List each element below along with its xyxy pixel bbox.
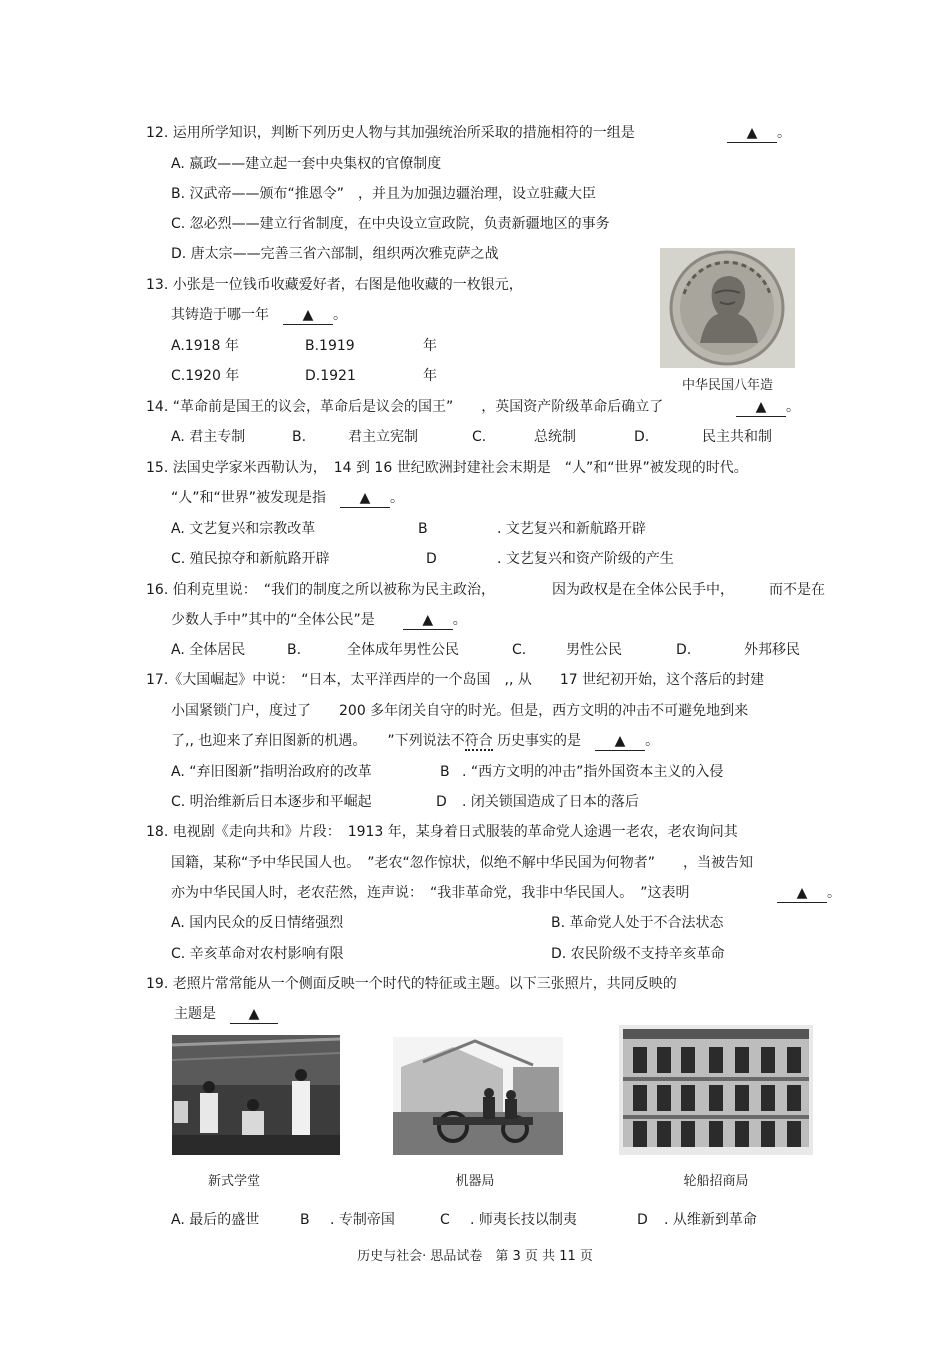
q15-option-d: . 文艺复兴和资产阶级的产生 bbox=[497, 551, 674, 567]
page-footer: 历史与社会· 思品试卷 第 3 页 共 11 页 bbox=[357, 1249, 593, 1264]
q14-option-a: A. 君主专制 bbox=[171, 429, 246, 445]
q19-stem-line1: 19. 老照片常常能从一个侧面反映一个时代的特征或主题。以下三张照片，共同反映的 bbox=[146, 976, 677, 992]
q19-option-d: . 从维新到革命 bbox=[664, 1212, 757, 1228]
photo-steamship-company bbox=[619, 1025, 813, 1155]
q17-option-d-letter: D bbox=[436, 794, 447, 810]
q16-option-b: 全体成年男性公民 bbox=[347, 642, 459, 658]
q17-option-d: . 闭关锁国造成了日本的落后 bbox=[462, 794, 639, 810]
q18-option-c: C. 辛亥革命对农村影响有限 bbox=[171, 946, 344, 962]
q12-answer-blank[interactable]: ▲ 。 bbox=[727, 124, 791, 143]
q13-option-b-unit: 年 bbox=[423, 338, 437, 354]
q16-option-a: A. 全体居民 bbox=[171, 642, 246, 658]
coin-caption: 中华民国八年造 bbox=[681, 378, 773, 393]
emphasis-fuhe: 符合 bbox=[464, 733, 493, 749]
q12-stem: 12. 运用所学知识，判断下列历史人物与其加强统治所采取的措施相符的一组是 bbox=[146, 125, 635, 141]
q19-option-a: A. 最后的盛世 bbox=[171, 1212, 260, 1228]
q14-option-c-letter: C. bbox=[472, 429, 487, 445]
q14-option-d: 民主共和制 bbox=[702, 429, 772, 445]
q17-answer-blank[interactable]: ▲ bbox=[595, 732, 645, 751]
q19-option-b-letter: B bbox=[300, 1212, 310, 1228]
q14-answer-blank[interactable]: ▲ 。 bbox=[736, 398, 800, 417]
q17-stem-line2: 小国紧锁门户，度过了 200 多年闭关自守的时光。但是，西方文明的冲击不可避免地到来 bbox=[171, 703, 749, 719]
q18-option-a: A. 国内民众的反日情绪强烈 bbox=[171, 915, 344, 931]
q19-option-d-letter: D bbox=[637, 1212, 648, 1228]
q19-stem-line2: 主题是 ▲ bbox=[174, 1005, 278, 1024]
q13-option-c: C.1920 年 bbox=[171, 368, 240, 384]
q14-stem: 14. “革命前是国王的议会，革命后是议会的国王” ，英国资产阶级革命后确立了 bbox=[146, 399, 664, 415]
q16-option-d: 外邦移民 bbox=[744, 642, 800, 658]
q19-answer-blank[interactable]: ▲ bbox=[230, 1005, 278, 1024]
q13-stem-line2: 其铸造于哪一年 ▲ 。 bbox=[171, 307, 347, 323]
q17-stem-line3: 了,, 也迎来了弃旧图新的机遇。 ”下列说法不符合 历史事实的是 ▲ 。 bbox=[171, 733, 660, 749]
q16-option-c: 男性公民 bbox=[566, 642, 622, 658]
q13-option-d: D.1921 bbox=[305, 368, 356, 384]
q18-stem-line2: 国籍，某称“予中华民国人也。 ”老农“忽作惊状，似绝不解中华民国为何物者” ，当被告知 bbox=[171, 855, 754, 871]
q14-option-b: 君主立宪制 bbox=[348, 429, 418, 445]
q14-option-b-letter: B. bbox=[292, 429, 307, 445]
q19-option-b: . 专制帝国 bbox=[330, 1212, 395, 1228]
q13-option-b: B.1919 bbox=[305, 338, 355, 354]
q12-option-c: C. 忽必烈——建立行省制度，在中央设立宣政院，负责新疆地区的事务 bbox=[171, 216, 610, 232]
q16-stem-line1a: 16. 伯利克里说： “我们的制度之所以被称为民主政治， bbox=[146, 582, 495, 598]
q13-stem-line1: 13. 小张是一位钱币收藏爱好者，右图是他收藏的一枚银元， bbox=[146, 277, 523, 293]
photo-new-school bbox=[172, 1035, 340, 1155]
q14-option-d-letter: D. bbox=[634, 429, 650, 445]
q13-option-a: A.1918 年 bbox=[171, 338, 239, 354]
q13-option-d-unit: 年 bbox=[423, 368, 437, 384]
q15-stem-line1: 15. 法国史学家米西勒认为， 14 到 16 世纪欧洲封建社会末期是 “人”和“世界”被发现的时代。 bbox=[146, 460, 748, 476]
photo-machinery-bureau-caption: 机器局 bbox=[455, 1174, 495, 1189]
q17-option-c: C. 明治维新后日本逐步和平崛起 bbox=[171, 794, 372, 810]
q16-option-b-letter: B. bbox=[287, 642, 302, 658]
photo-machinery-bureau bbox=[393, 1037, 563, 1155]
q17-stem-line1: 17.《大国崛起》中说： “日本，太平洋西岸的一个岛国 ,, 从 17 世纪初开始，这个落后的封建 bbox=[146, 672, 765, 688]
q13-answer-blank[interactable]: ▲ bbox=[283, 306, 333, 325]
q16-answer-blank[interactable]: ▲ bbox=[403, 611, 453, 630]
q16-option-c-letter: C. bbox=[512, 642, 527, 658]
photo-steamship-company-caption: 轮船招商局 bbox=[683, 1174, 749, 1189]
q15-stem-line2: “人”和“世界”被发现是指 ▲ 。 bbox=[171, 490, 405, 506]
q18-answer-blank[interactable]: ▲ 。 bbox=[777, 884, 841, 903]
q18-option-d: D. 农民阶级不支持辛亥革命 bbox=[551, 946, 725, 962]
q15-option-c: C. 殖民掠夺和新航路开辟 bbox=[171, 551, 330, 567]
q19-option-c: . 师夷长技以制夷 bbox=[470, 1212, 577, 1228]
q15-option-d-letter: D bbox=[426, 551, 437, 567]
q18-stem-line1: 18. 电视剧《走向共和》片段： 1913 年，某身着日式服装的革命党人途遇一老农，老农询问其 bbox=[146, 824, 738, 840]
q15-option-a: A. 文艺复兴和宗教改革 bbox=[171, 521, 316, 537]
q19-option-c-letter: C bbox=[440, 1212, 450, 1228]
q16-stem-line2: 少数人手中”其中的“全体公民”是 ▲ 。 bbox=[171, 612, 467, 628]
q17-option-b: . “西方文明的冲击”指外国资本主义的入侵 bbox=[462, 764, 724, 780]
q17-option-a: A. “弃旧图新”指明治政府的改革 bbox=[171, 764, 372, 780]
silver-coin-image bbox=[660, 248, 795, 368]
q15-option-b: . 文艺复兴和新航路开辟 bbox=[497, 521, 646, 537]
q18-stem-line3: 亦为中华民国人时，老农茫然，连声说： “我非革命党，我非中华民国人。 ”这表明 bbox=[171, 885, 690, 901]
q16-stem-line1b: 因为政权是在全体公民手中， bbox=[552, 582, 734, 598]
q12-option-d: D. 唐太宗——完善三省六部制，组织两次雅克萨之战 bbox=[171, 246, 499, 262]
photo-new-school-caption: 新式学堂 bbox=[207, 1174, 260, 1189]
q12-option-b: B. 汉武帝——颁布“推恩令” ，并且为加强边疆治理，设立驻藏大臣 bbox=[171, 186, 597, 202]
q15-answer-blank[interactable]: ▲ bbox=[340, 489, 390, 508]
q15-option-b-letter: B bbox=[418, 521, 428, 537]
q14-option-c: 总统制 bbox=[534, 429, 576, 445]
q16-stem-line1c: 而不是在 bbox=[769, 582, 825, 598]
q12-option-a: A. 嬴政——建立起一套中央集权的官僚制度 bbox=[171, 156, 442, 172]
q18-option-b: B. 革命党人处于不合法状态 bbox=[551, 915, 724, 931]
q17-option-b-letter: B bbox=[440, 764, 450, 780]
q16-option-d-letter: D. bbox=[676, 642, 692, 658]
